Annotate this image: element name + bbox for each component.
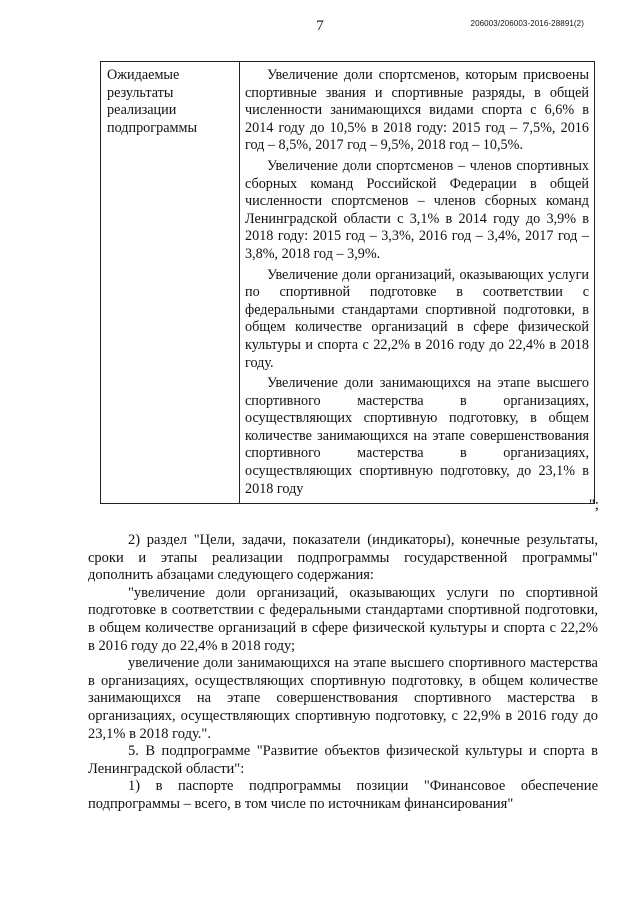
row-label-line: реализации [107, 102, 177, 119]
row-label-line: Ожидаемые [107, 67, 180, 83]
page-number: 7 [316, 18, 324, 34]
expected-result-paragraph: Увеличение доли спортсменов – членов спортивных сборных команд Российской Федерации в общей численности спортсменов – членов сборных команд Ленинградской области с 3,1% в 2014 году до 3,9% в 2018 году: 2015 год – 3,3%, 2016 год – 3,4%, 2017 год – 3,8%, 2018 год – 3,9%. [245, 157, 589, 262]
row-label-line: подпрограммы [107, 119, 197, 136]
document-body [88, 532, 598, 814]
row-value-cell [240, 62, 595, 504]
row-label-line: результаты [107, 84, 174, 101]
expected-result-paragraph: Увеличение доли организаций, оказывающих услуги по спортивной подготовке в соответствии с федеральными стандартами спортивной подготовки, в общем количестве организаций в сфере физической культуры и спорта с 22,2% в 2016 году до 22,4% в 2018 году. [245, 266, 589, 371]
document-code: 206003/206003-2016-28891(2) [470, 19, 584, 28]
table-row [101, 62, 595, 504]
expected-result-paragraph: Увеличение доли занимающихся на этапе высшего спортивного мастерства в организациях, осуществляющих спортивную подготовку, в общем количестве занимающихся на этапе совершенствования спортивного мастерства в организациях, осуществляющих спортивную подготовку, до 23,1% в 2018 году [245, 375, 589, 497]
expected-result-paragraph: Увеличение доли спортсменов, которым присвоены спортивные звания и спортивные разряды, в общей численности занимающихся видами спорта с 6,6% в 2014 году до 10,5% в 2018 году: 2015 год – 7,5%, 2016 год – 8,5%, 2017 год – 9,5%, 2018 год – 10,5%. [245, 67, 589, 154]
body-paragraph: 1) в паспорте подпрограммы позиции "Финансовое обеспечение подпрограммы – всего, в том числе по источникам финансирования" [88, 778, 598, 812]
body-paragraph: "увеличение доли организаций, оказывающих услуги по спортивной подготовке в соответствии с федеральными стандартами спортивной подготовки, в общем количестве организаций в сфере физической культуры и спорта с 22,2% в 2016 году до 22,4% в 2018 году; [88, 584, 598, 654]
row-label-cell [101, 62, 240, 504]
body-paragraph: 5. В подпрограмме "Развитие объектов физической культуры и спорта в Ленинградской области": [88, 743, 598, 777]
body-paragraph: 2) раздел "Цели, задачи, показатели (индикаторы), конечные результаты, сроки и этапы реализации подпрограммы государственной программы" дополнить абзацами следующего содержания: [88, 532, 598, 584]
closing-quote-mark: "; [589, 497, 599, 513]
body-paragraph: увеличение доли занимающихся на этапе высшего спортивного мастерства в организациях, осуществляющих спортивную подготовку, в общем количестве занимающихся на этапе совершенствования спортивного мастерства в организациях, осуществляющих спортивную подготовку, с 22,9% в 2016 году до 23,1% в 2018 году.". [88, 655, 598, 742]
subprogram-passport-table [100, 61, 595, 504]
